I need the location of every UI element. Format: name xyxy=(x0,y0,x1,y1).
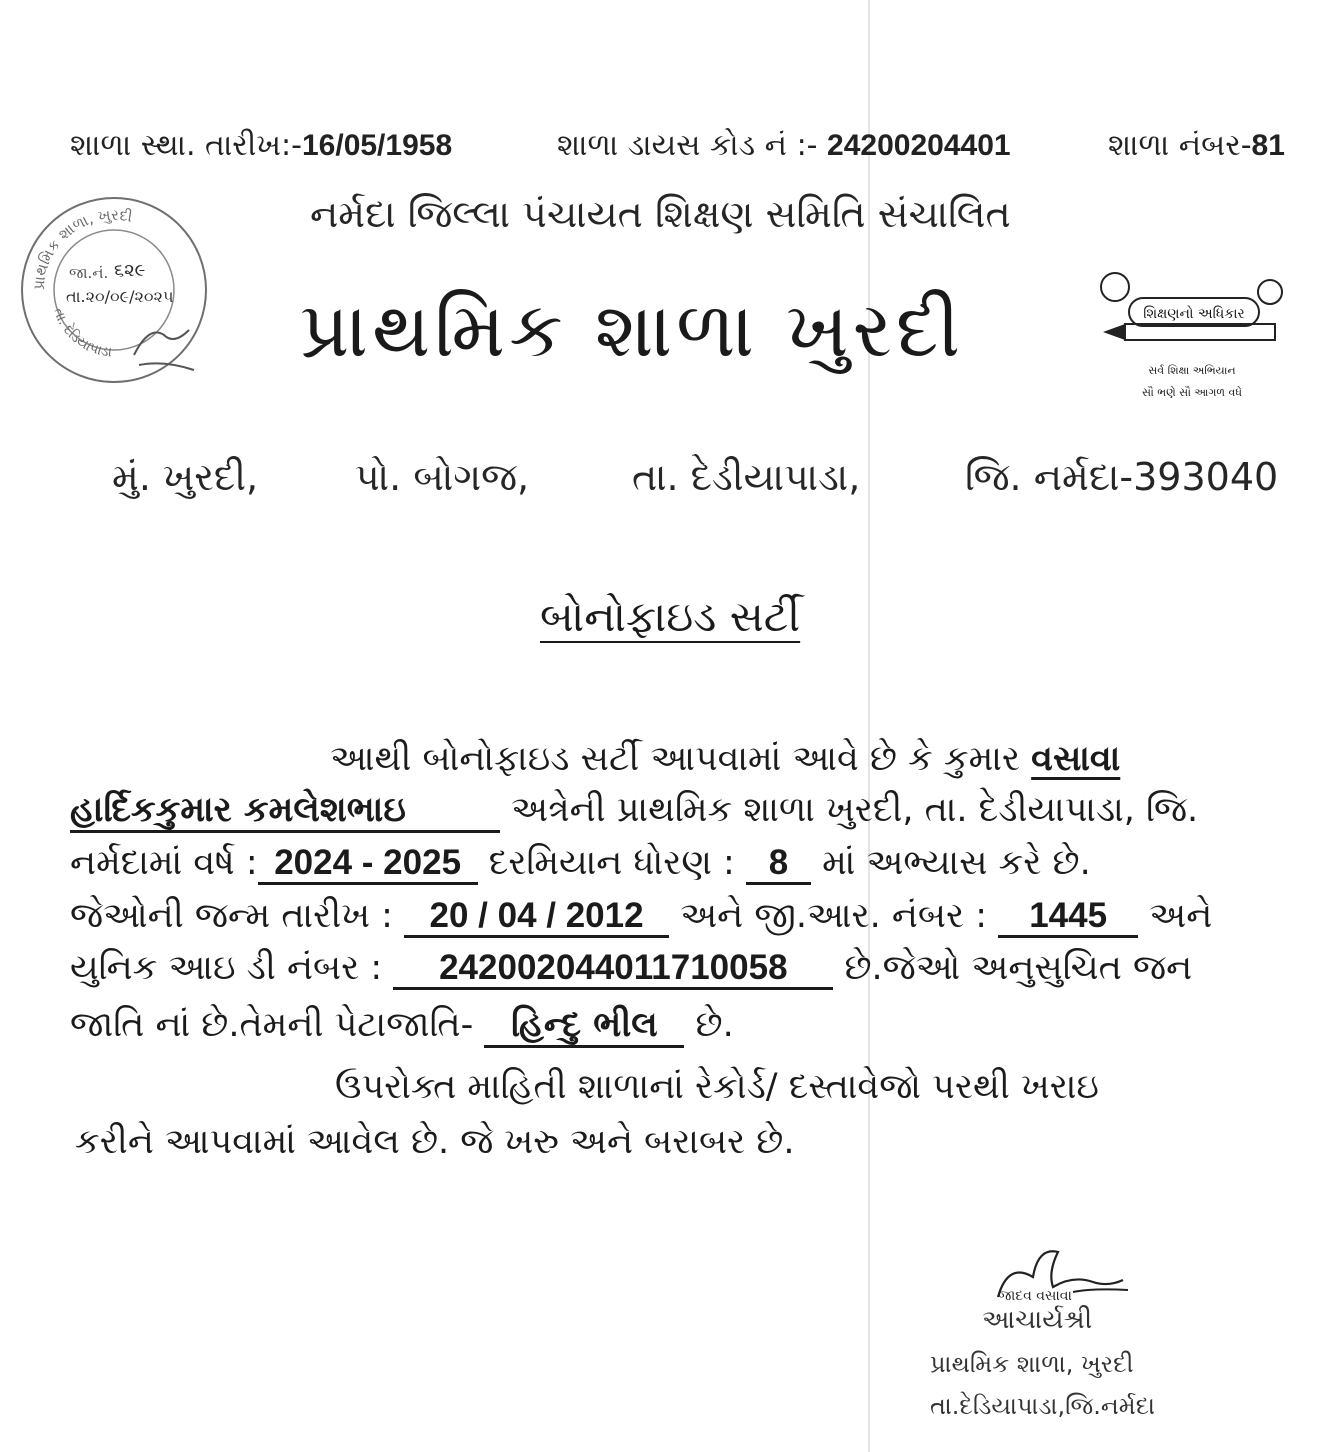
unique-id-number: 242002044011710058 xyxy=(393,950,833,990)
academic-year: 2024 - 2025 xyxy=(258,845,478,885)
signature-text: જાદવ વસાવા xyxy=(998,1288,1072,1304)
body-line-4: જેઓની જન્મ તારીખ : 20 / 04 / 2012 અને જી.આર. નંબર : 1445 અને xyxy=(70,896,1213,936)
body-line-2: હાર્દિકકુમાર કમલેશભાઇ અત્રેની પ્રાથમિક શાળા ખુરદી, તા. દેડીયાપાડા, જિ. xyxy=(70,793,1198,833)
body-line-7: ઉપરોક્ત માહિતી શાળાનાં રેકોર્ડ/ દસ્તાવેજો પરથી ખરાઇ xyxy=(335,1067,1099,1107)
seal-inward-no: ૬૨૯ xyxy=(114,260,146,281)
sub-caste: હિન્દુ ભીલ xyxy=(484,1008,684,1048)
seal-date: તા.૨૦/૦૯/૨૦૨૫ xyxy=(66,287,174,306)
student-name: હાર્દિકકુમાર કમલેશભાઇ xyxy=(70,793,500,833)
signatory-place: તા.દેડિયાપાડા,જિ.નર્મદા xyxy=(930,1392,1155,1420)
logo-title: શિક્ષણનો અધિકાર xyxy=(1143,306,1245,322)
logo-line1: સર્વ શિક્ષા અભિયાન xyxy=(1148,364,1236,377)
logo-line2: સૌ ભણે સૌ આગળ વધે xyxy=(1142,386,1242,399)
saraswati-figure-icon xyxy=(134,330,189,355)
address-village: મું. ખુરદી, xyxy=(112,455,259,499)
svg-text:તા. દેડિયાપાડા xyxy=(50,306,113,361)
signatory-designation: આચાર્યશ્રી xyxy=(982,1305,1093,1335)
certificate-title: બોનોફાઇડ સર્ટી xyxy=(540,592,801,641)
school-number: શાળા નંબર-81 xyxy=(1108,128,1285,163)
seal-ring-top-text: પ્રાથમિક શાળા, ખુરદી xyxy=(29,205,134,291)
body-line-6: જાતિ નાં છે.તેમની પેટાજાતિ- હિન્દુ ભીલ છે. xyxy=(70,1008,734,1048)
body-line-8: કરીને આપવામાં આવેલ છે. જે ખરુ અને બરાબર છે. xyxy=(75,1122,795,1162)
shiksha-adhikar-logo xyxy=(1095,262,1290,412)
address-post: પો. બોગજ, xyxy=(355,455,530,499)
dise-code: શાળા ડાયસ કોડ નં :- 24200204401 xyxy=(557,128,1011,163)
body-line-5: યુનિક આઇ ડી નંબર : 242002044011710058 છે.જેઓ અનુસુચિત જન xyxy=(70,948,1193,988)
gr-number: 1445 xyxy=(998,898,1138,938)
date-of-birth: 20 / 04 / 2012 xyxy=(404,898,669,938)
board-name: નર્મદા જિલ્લા પંચાયત શિક્ષણ સમિતિ સંચાલિત xyxy=(310,192,1011,236)
student-surname: વસાવા xyxy=(1031,739,1121,779)
standard: 8 xyxy=(746,845,811,885)
address-pin: 393040 xyxy=(1133,455,1279,499)
body-line-1: આથી બોનોફાઇડ સર્ટી આપવામાં આવે છે કે કુમાર વસાવા xyxy=(330,739,1121,779)
address-district: જિ. નર્મદા-393040 xyxy=(965,455,1279,499)
signatory-school: પ્રાથમિક શાળા, ખુરદી xyxy=(930,1350,1134,1378)
establishment-date: શાળા સ્થા. તારીખ:-16/05/1958 xyxy=(70,128,453,163)
child-figure-icon xyxy=(1101,273,1129,301)
school-name-title: પ્રાથમિક શાળા ખુરદી xyxy=(300,285,965,374)
seal-ring-bottom-text: તા. દેડિયાપાડા xyxy=(49,305,113,361)
body-line-3: નર્મદામાં વર્ષ : 2024 - 2025 દરમિયાન ધોરણ : 8 માં અભ્યાસ કરે છે. xyxy=(70,843,1091,883)
address-taluka: તા. દેડીયાપાડા, xyxy=(632,455,861,499)
seal-inward-label: જા.નં. xyxy=(69,264,109,282)
school-seal-stamp xyxy=(14,190,214,390)
